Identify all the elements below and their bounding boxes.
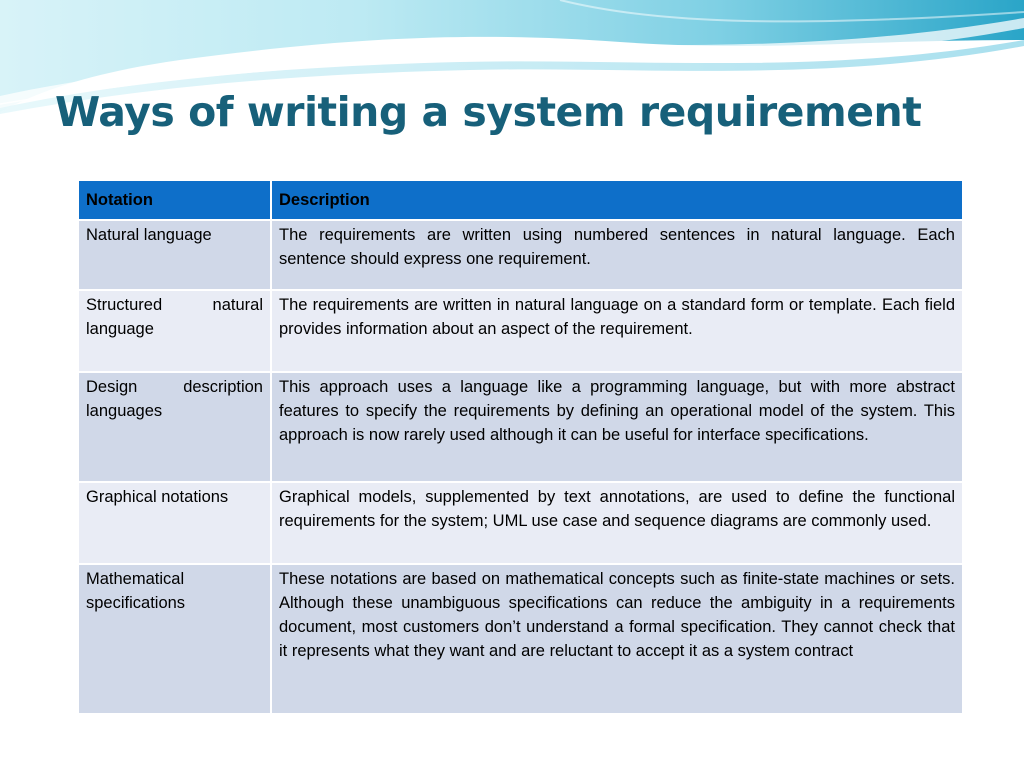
table-row — [78, 220, 963, 290]
notation-cell: Mathematical specifications — [78, 564, 271, 714]
table-row — [78, 564, 963, 714]
description-cell: The requirements are written in natural language on a standard form or template. Each field provides information about an aspect of the requirement. — [271, 290, 963, 372]
notation-cell: Natural language — [78, 220, 271, 290]
description-cell: These notations are based on mathematical concepts such as finite-state machines or sets. Although these unambiguous specifications can reduce the ambiguity in a requirements document, most customers don’t understand a formal specification. They cannot check that it represents what they want and are reluctant to accept it as a system contract — [271, 564, 963, 714]
description-cell: The requirements are written using numbered sentences in natural language. Each sentence should express one requirement. — [271, 220, 963, 290]
header-description: Description — [271, 180, 963, 220]
slide-title: Ways of writing a system requirement — [55, 88, 922, 136]
header-notation: Notation — [78, 180, 271, 220]
description-cell: Graphical models, supplemented by text annotations, are used to define the functional requirements for the system; UML use case and sequence diagrams are commonly used. — [271, 482, 963, 564]
requirements-notation-table — [77, 179, 964, 715]
table-header-row — [78, 180, 963, 220]
notation-cell: Structured natural language — [78, 290, 271, 372]
notation-cell: Graphical notations — [78, 482, 271, 564]
table-row — [78, 290, 963, 372]
table-row — [78, 372, 963, 482]
table-row — [78, 482, 963, 564]
notation-cell: Design description languages — [78, 372, 271, 482]
description-cell: This approach uses a language like a programming language, but with more abstract features to specify the requirements by defining an operational model of the system. This approach is now rarely used although it can be useful for interface specifications. — [271, 372, 963, 482]
